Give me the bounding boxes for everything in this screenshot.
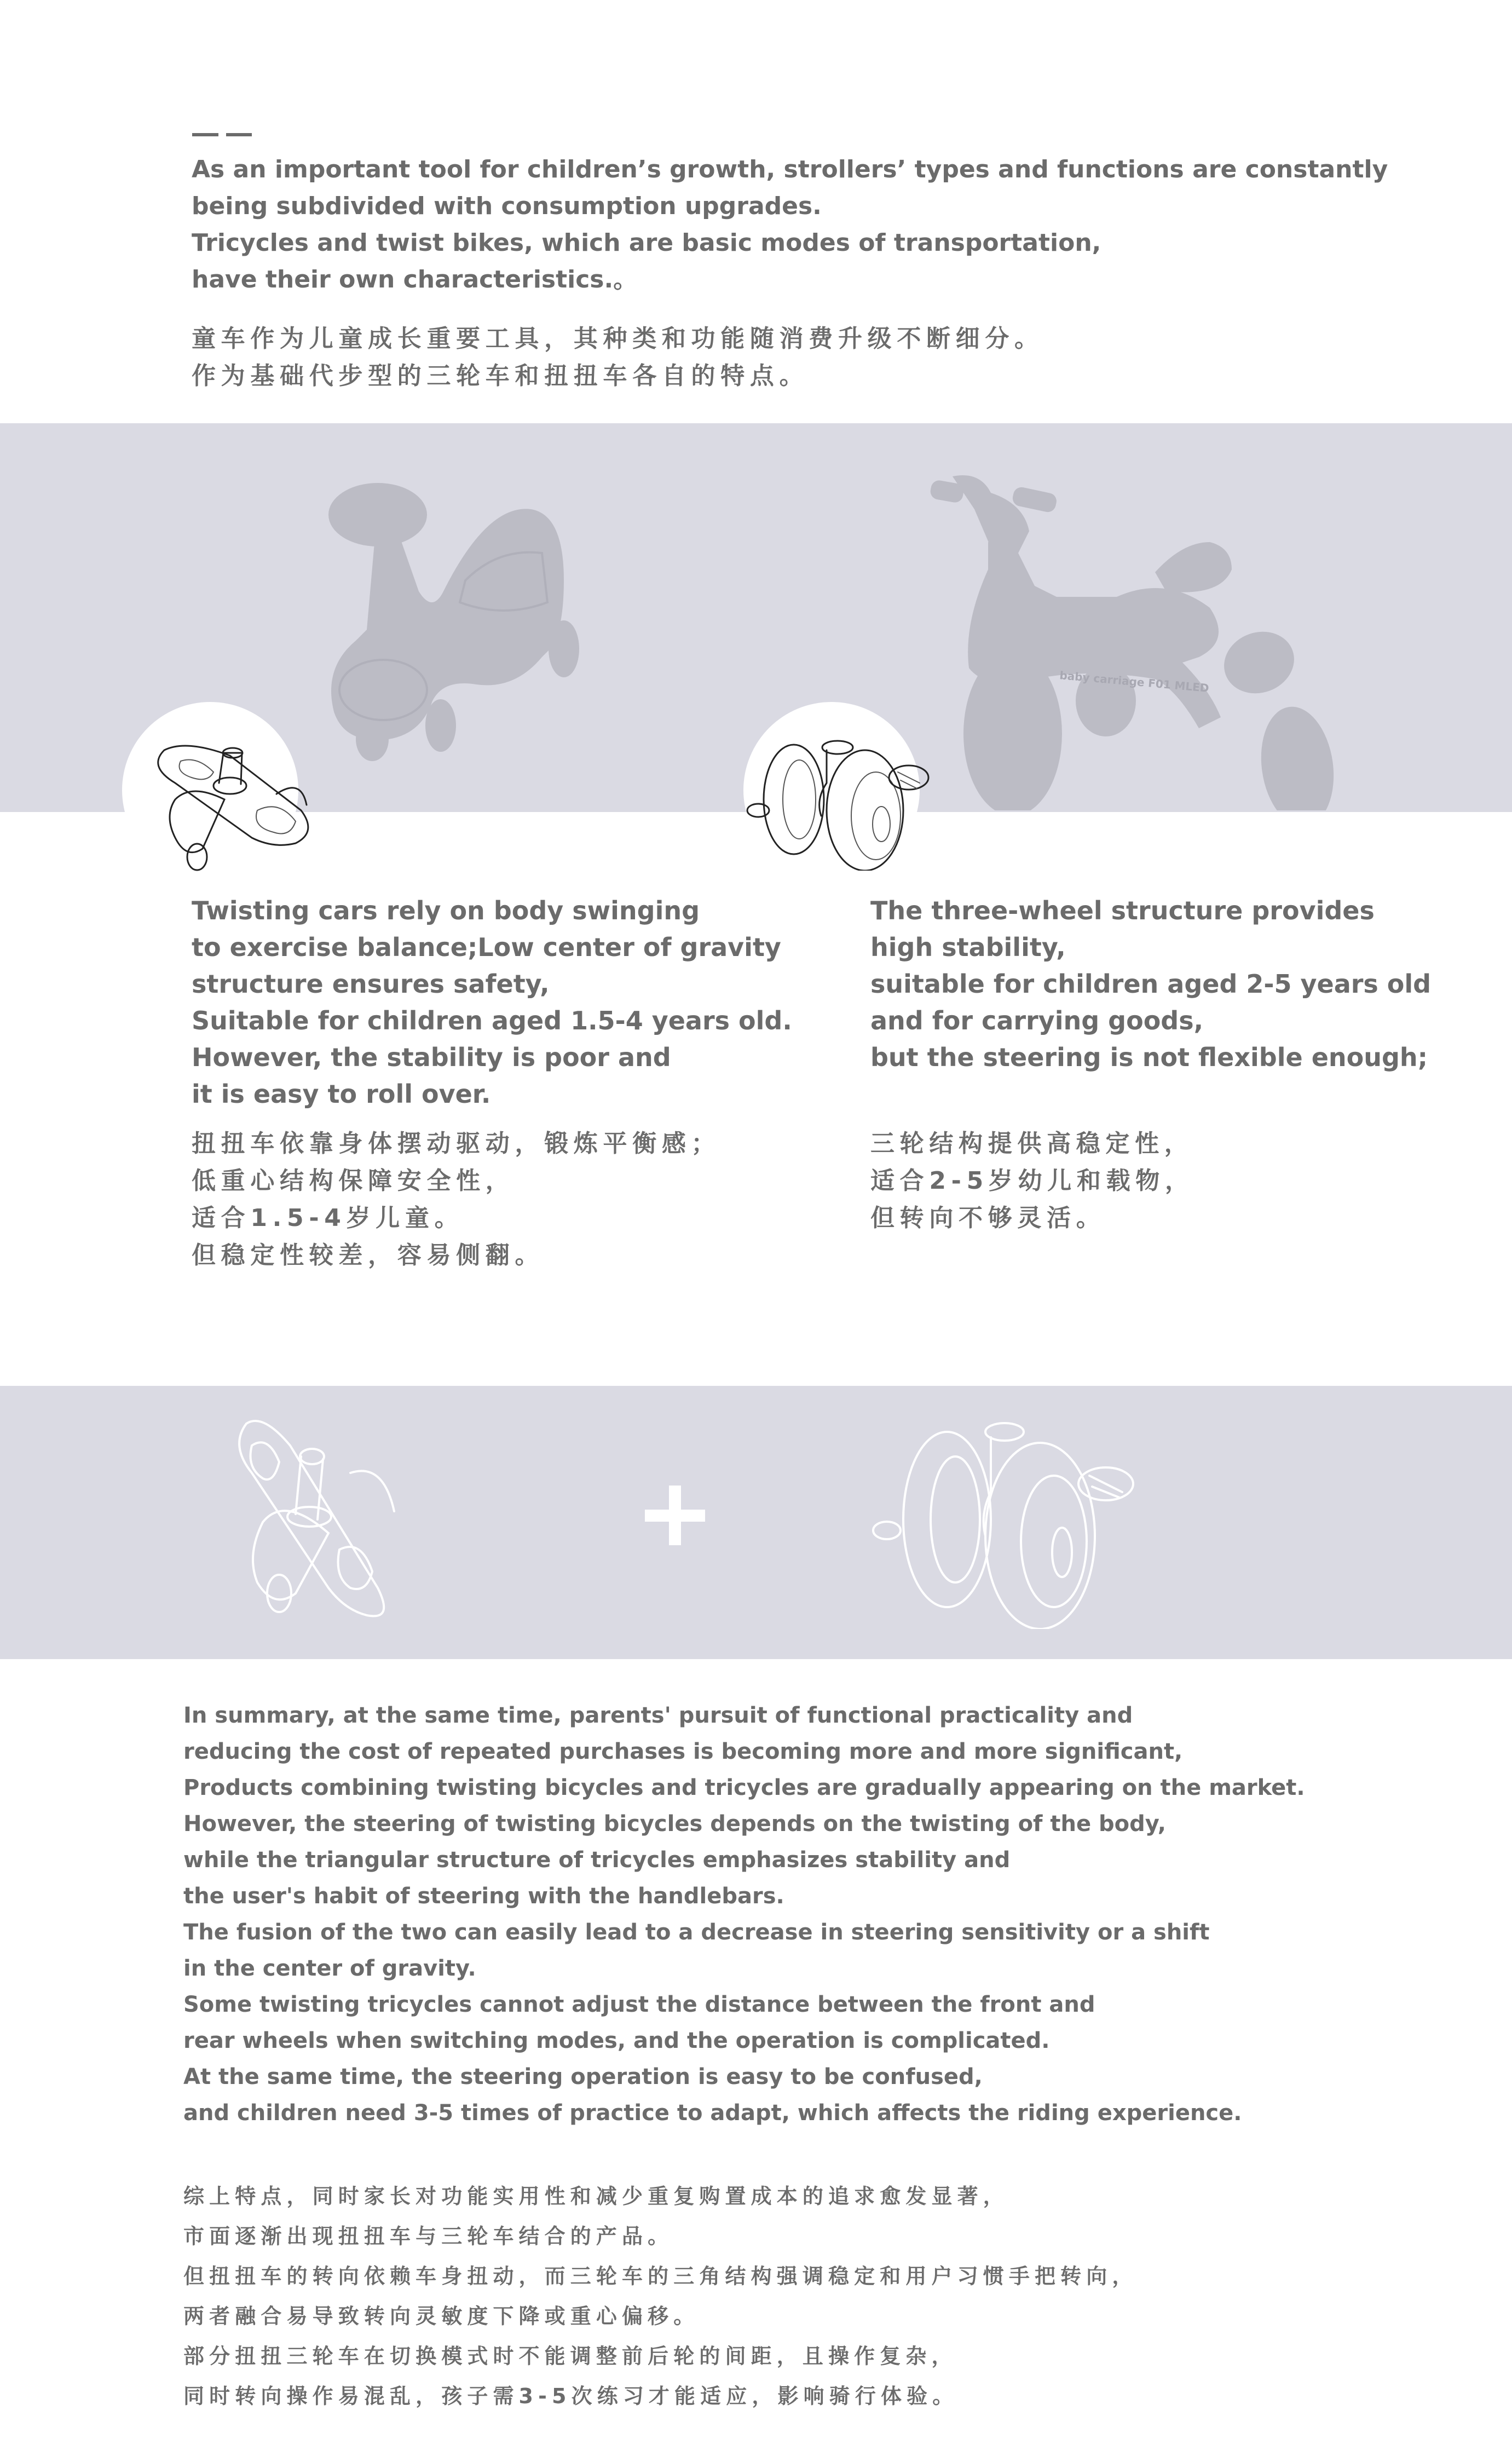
summary-en-line: Products combining twisting bicycles and tricycles are gradually appearing on the market. [183, 1775, 1305, 1800]
summary-en-line: while the triangular structure of tricycles emphasizes stability and [183, 1847, 1011, 1873]
twist-car-zh-line: 扭扭车依靠身体摆动驱动，锻炼平衡感； [192, 1130, 721, 1158]
summary-en-line: reducing the cost of repeated purchases is becoming more and more significant, [183, 1739, 1183, 1764]
summary-chinese [183, 2177, 1138, 2416]
twist-car-en-line: Suitable for children aged 1.5-4 years old. [192, 1006, 792, 1035]
summary-english [183, 1697, 1305, 2131]
summary-en-line: In summary, at the same time, parents' pursuit of functional practicality and [183, 1703, 1133, 1728]
summary-zh-line: 部分扭扭三轮车在切换模式时不能调整前后轮的间距，且操作复杂， [183, 2344, 957, 2368]
tricycle-en-line: suitable for children aged 2-5 years old [870, 969, 1432, 999]
intro-en-line: As an important tool for children’s growth, strollers’ types and functions are constantly [192, 156, 1388, 183]
tricycle-brand-marking: baby carriage F01 MLED [1059, 669, 1210, 695]
tricycle-description-chinese [870, 1125, 1194, 1237]
tricycle-photo [925, 460, 1380, 810]
twist-car-en-line: structure ensures safety, [192, 969, 550, 999]
twist-car-en-line: Twisting cars rely on body swinging [192, 896, 700, 925]
tricycle-outline [865, 1415, 1193, 1629]
tricycle-zh-line: 三轮结构提供高稳定性， [870, 1130, 1194, 1158]
summary-en-line: the user's habit of steering with the handlebars. [183, 1884, 784, 1909]
twist-car-en-line: to exercise balance;Low center of gravity [192, 932, 781, 962]
tricycle-zh-line: 但转向不够灵活。 [870, 1204, 1106, 1232]
tricycle-en-line: The three-wheel structure provides [870, 896, 1375, 925]
summary-zh-line: 市面逐渐出现扭扭车与三轮车结合的产品。 [183, 2224, 674, 2248]
summary-en-line: At the same time, the steering operation is easy to be confused, [183, 2064, 983, 2089]
summary-zh-line: 但扭扭车的转向依赖车身扭动，而三轮车的三角结构强调稳定和用户习惯手把转向， [183, 2264, 1138, 2288]
intro-en-line: being subdivided with consumption upgrades. [192, 192, 822, 220]
intro-en-line: Tricycles and twist bikes, which are basic modes of transportation, [192, 229, 1101, 257]
twist-car-zh-line: 适合1.5-4岁儿童。 [192, 1204, 464, 1232]
twist-car-outline [230, 1413, 487, 1621]
summary-en-line: However, the steering of twisting bicycles depends on the twisting of the body, [183, 1811, 1166, 1837]
twist-car-description-english [192, 893, 792, 1113]
summary-en-line: in the center of gravity. [183, 1956, 476, 1981]
tricycle-description-english [870, 893, 1431, 1076]
intro-english [192, 151, 1388, 298]
intro-zh-line: 童车作为儿童成长重要工具，其种类和功能随消费升级不断细分。 [192, 325, 1044, 353]
summary-zh-line: 两者融合易导致转向灵敏度下降或重心偏移。 [183, 2304, 700, 2328]
intro-zh-line: 作为基础代步型的三轮车和扭扭车各自的特点。 [192, 362, 809, 390]
summary-en-line: and children need 3-5 times of practice to adapt, which affects the riding experience. [183, 2100, 1242, 2126]
twist-car-photo [323, 482, 772, 788]
tricycle-en-line: and for carrying goods, [870, 1006, 1204, 1035]
twist-car-zh-line: 但稳定性较差，容易侧翻。 [192, 1241, 545, 1269]
twist-car-en-line: it is easy to roll over. [192, 1079, 491, 1109]
twist-car-sketch [142, 734, 318, 876]
divider-dash-2 [226, 133, 252, 136]
summary-en-line: The fusion of the two can easily lead to a decrease in steering sensitivity or a shift [183, 1920, 1210, 1945]
tricycle-en-line: high stability, [870, 932, 1066, 962]
twist-car-zh-line: 低重心结构保障安全性， [192, 1167, 515, 1195]
intro-en-line: have their own characteristics.。 [192, 266, 638, 293]
summary-zh-line: 同时转向操作易混乱，孩子需3-5次练习才能适应，影响骑行体验。 [183, 2384, 959, 2408]
summary-en-line: rear wheels when switching modes, and the operation is complicated. [183, 2028, 1050, 2053]
tricycle-zh-line: 适合2-5岁幼儿和载物， [870, 1167, 1194, 1195]
twist-car-description-chinese [192, 1125, 720, 1274]
plus-icon-vertical [669, 1486, 681, 1545]
twist-car-en-line: However, the stability is poor and [192, 1043, 671, 1072]
tricycle-sketch [745, 728, 931, 871]
combination-band [0, 1386, 1512, 1659]
tricycle-en-line: but the steering is not flexible enough; [870, 1043, 1428, 1072]
intro-chinese [192, 320, 1044, 395]
summary-zh-line: 综上特点，同时家长对功能实用性和减少重复购置成本的追求愈发显著， [183, 2184, 1009, 2208]
divider-dash-1 [192, 133, 218, 136]
summary-en-line: Some twisting tricycles cannot adjust the distance between the front and [183, 1992, 1095, 2017]
